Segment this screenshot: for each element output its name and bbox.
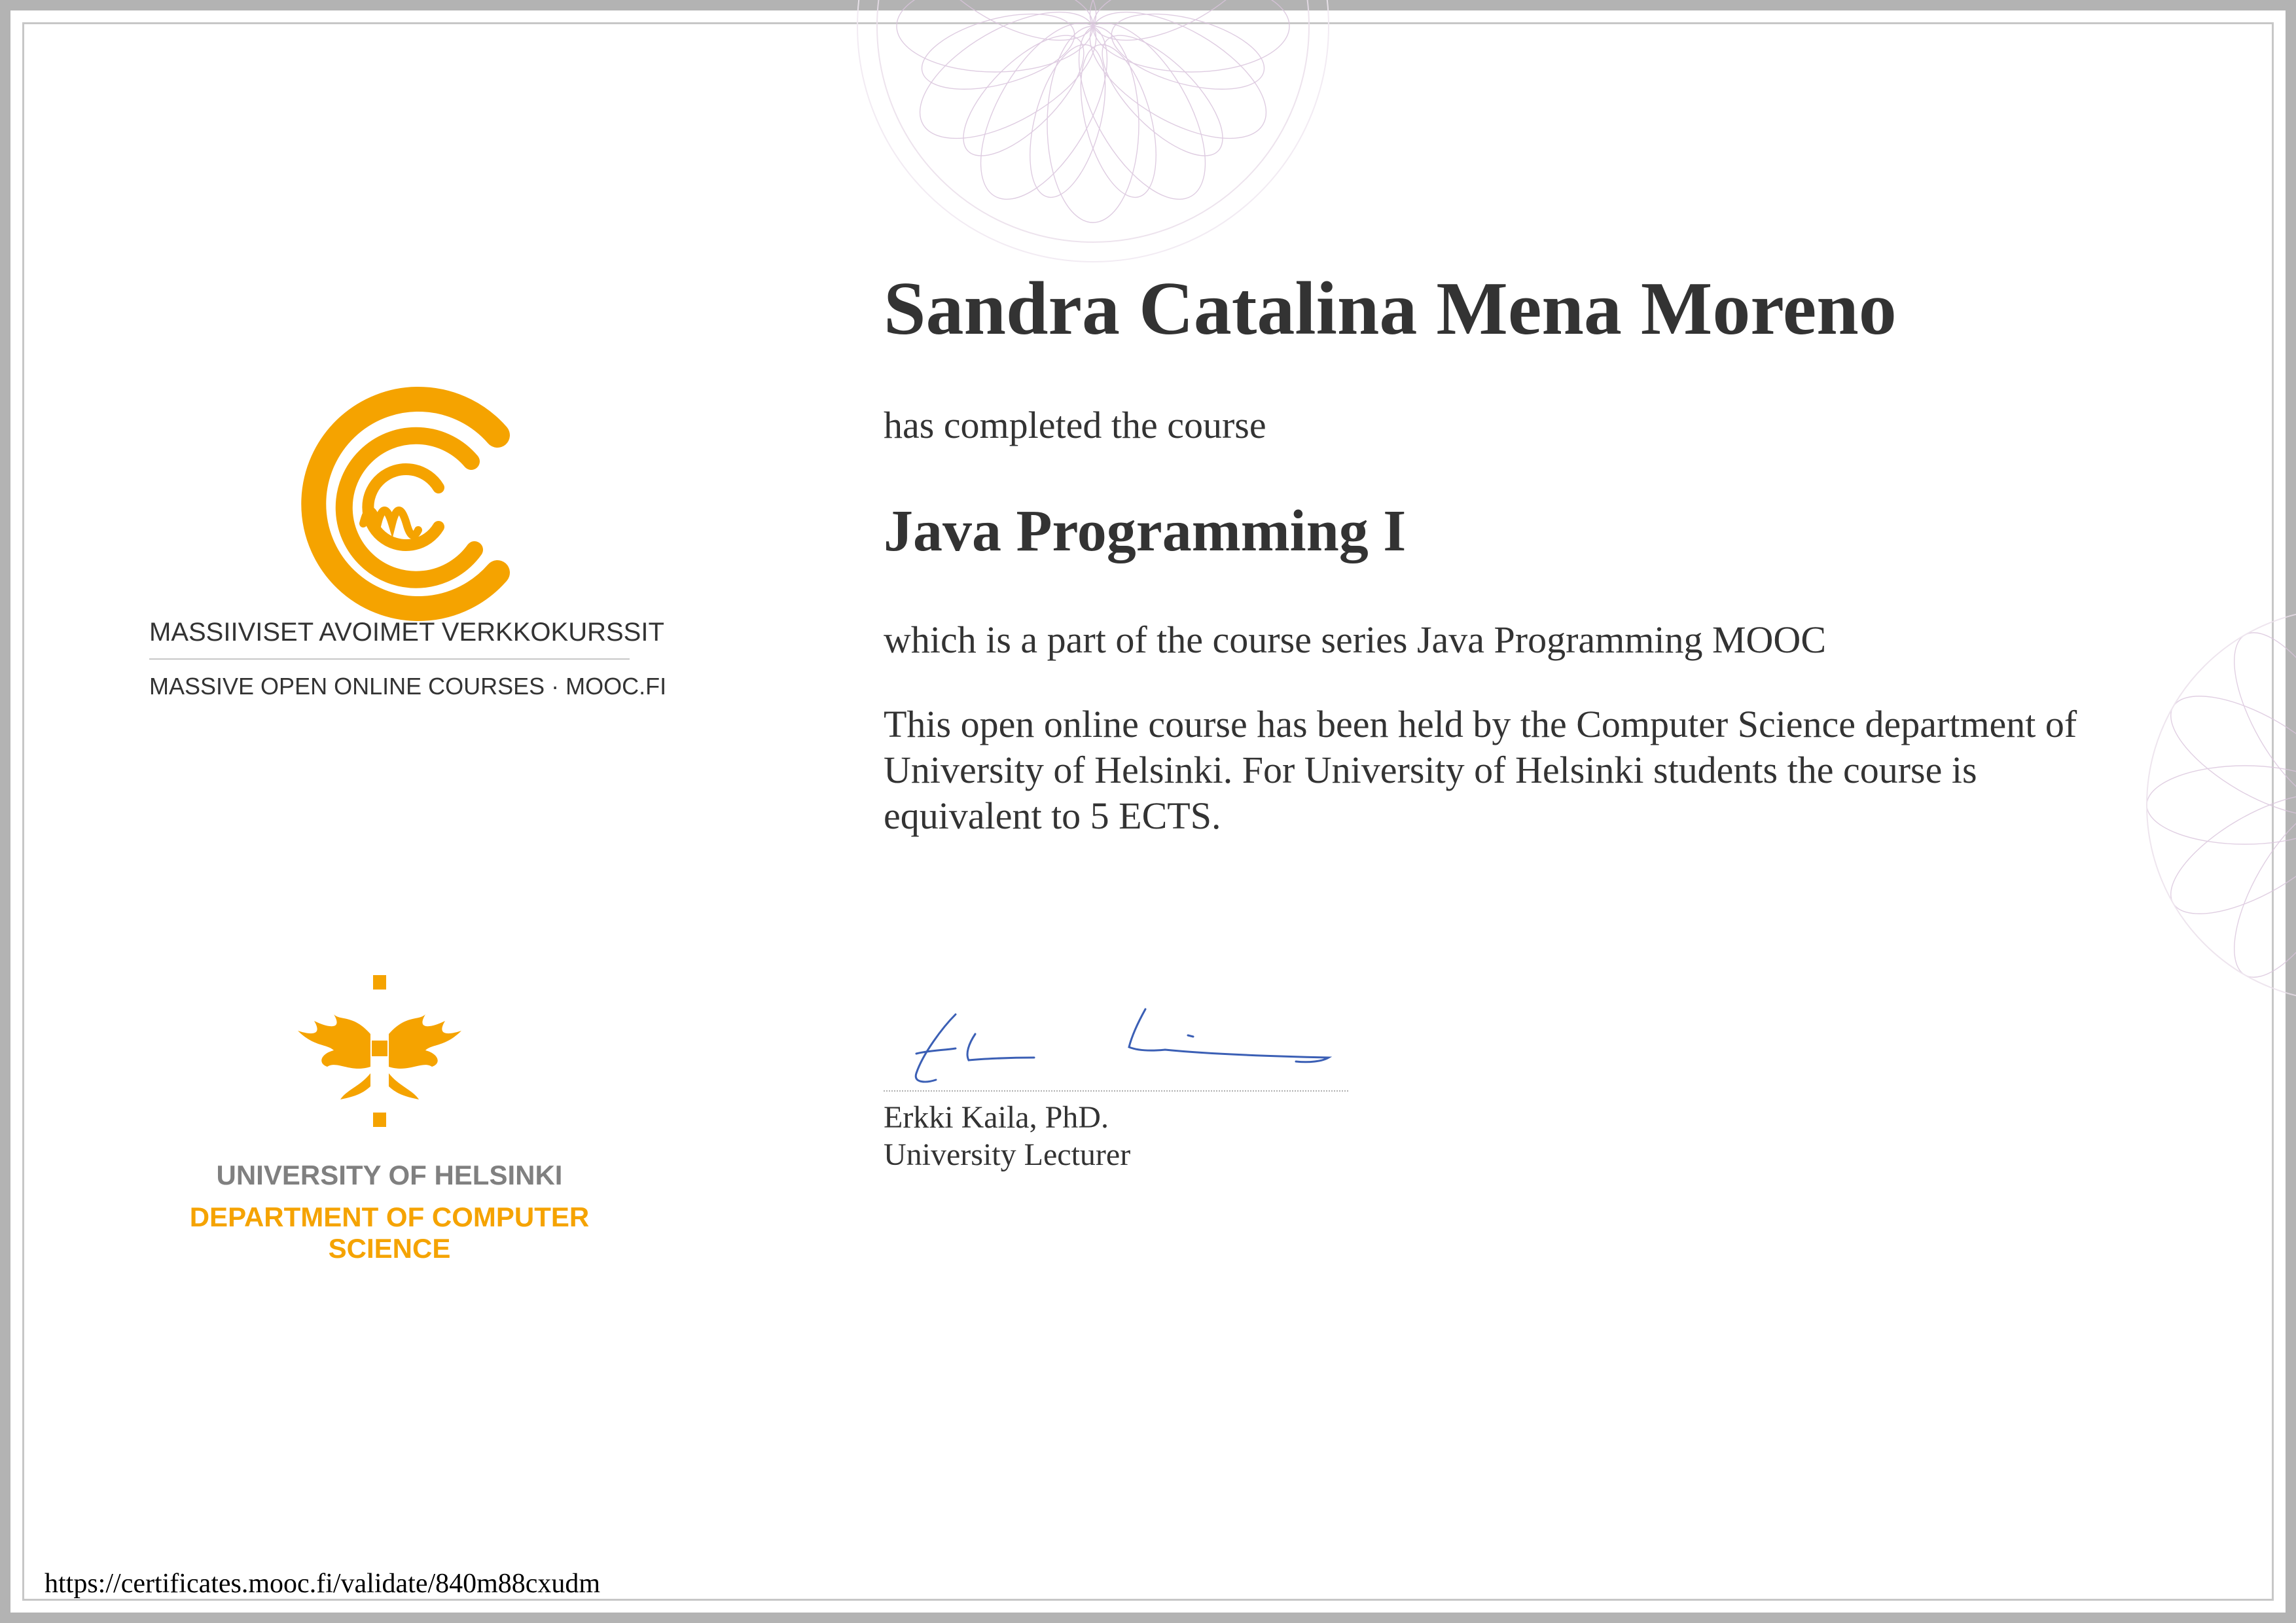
validation-url[interactable]: https://certificates.mooc.fi/validate/840m88cxudm [45, 1569, 601, 1599]
university-name: UNIVERSITY OF HELSINKI [216, 1160, 563, 1190]
course-description: This open online course has been held by the Computer Science department of University of Helsinki. For University of Helsinki students the course is equivalent to 5 ECTS. [884, 703, 2077, 837]
mooc-logo [131, 373, 667, 713]
mooc-divider [149, 658, 630, 660]
signer-name: Erkki Kaila, PhD. [884, 1100, 1109, 1135]
signature-line [884, 1090, 1348, 1092]
course-series-text: which is a part of the course series Java Programming MOOC [884, 618, 1827, 661]
department-name: DEPARTMENT OF COMPUTER SCIENCE [189, 1202, 590, 1264]
signer-title: University Lecturer [884, 1137, 1131, 1172]
mooc-tagline-english: MASSIVE OPEN ONLINE COURSES · MOOC.FI [149, 673, 667, 700]
completed-text: has completed the course [884, 404, 1266, 446]
handwritten-signature [903, 988, 1348, 1093]
university-of-helsinki-flame-logo [288, 975, 471, 1132]
guilloche-rosette-right [2127, 589, 2296, 1021]
recipient-name: Sandra Catalina Mena Moreno [884, 267, 1897, 351]
guilloche-rosette-top [844, 0, 1342, 275]
course-title: Java Programming I [884, 499, 1407, 563]
mooc-tagline-finnish: MASSIIVISET AVOIMET VERKKOKURSSIT [149, 618, 664, 647]
